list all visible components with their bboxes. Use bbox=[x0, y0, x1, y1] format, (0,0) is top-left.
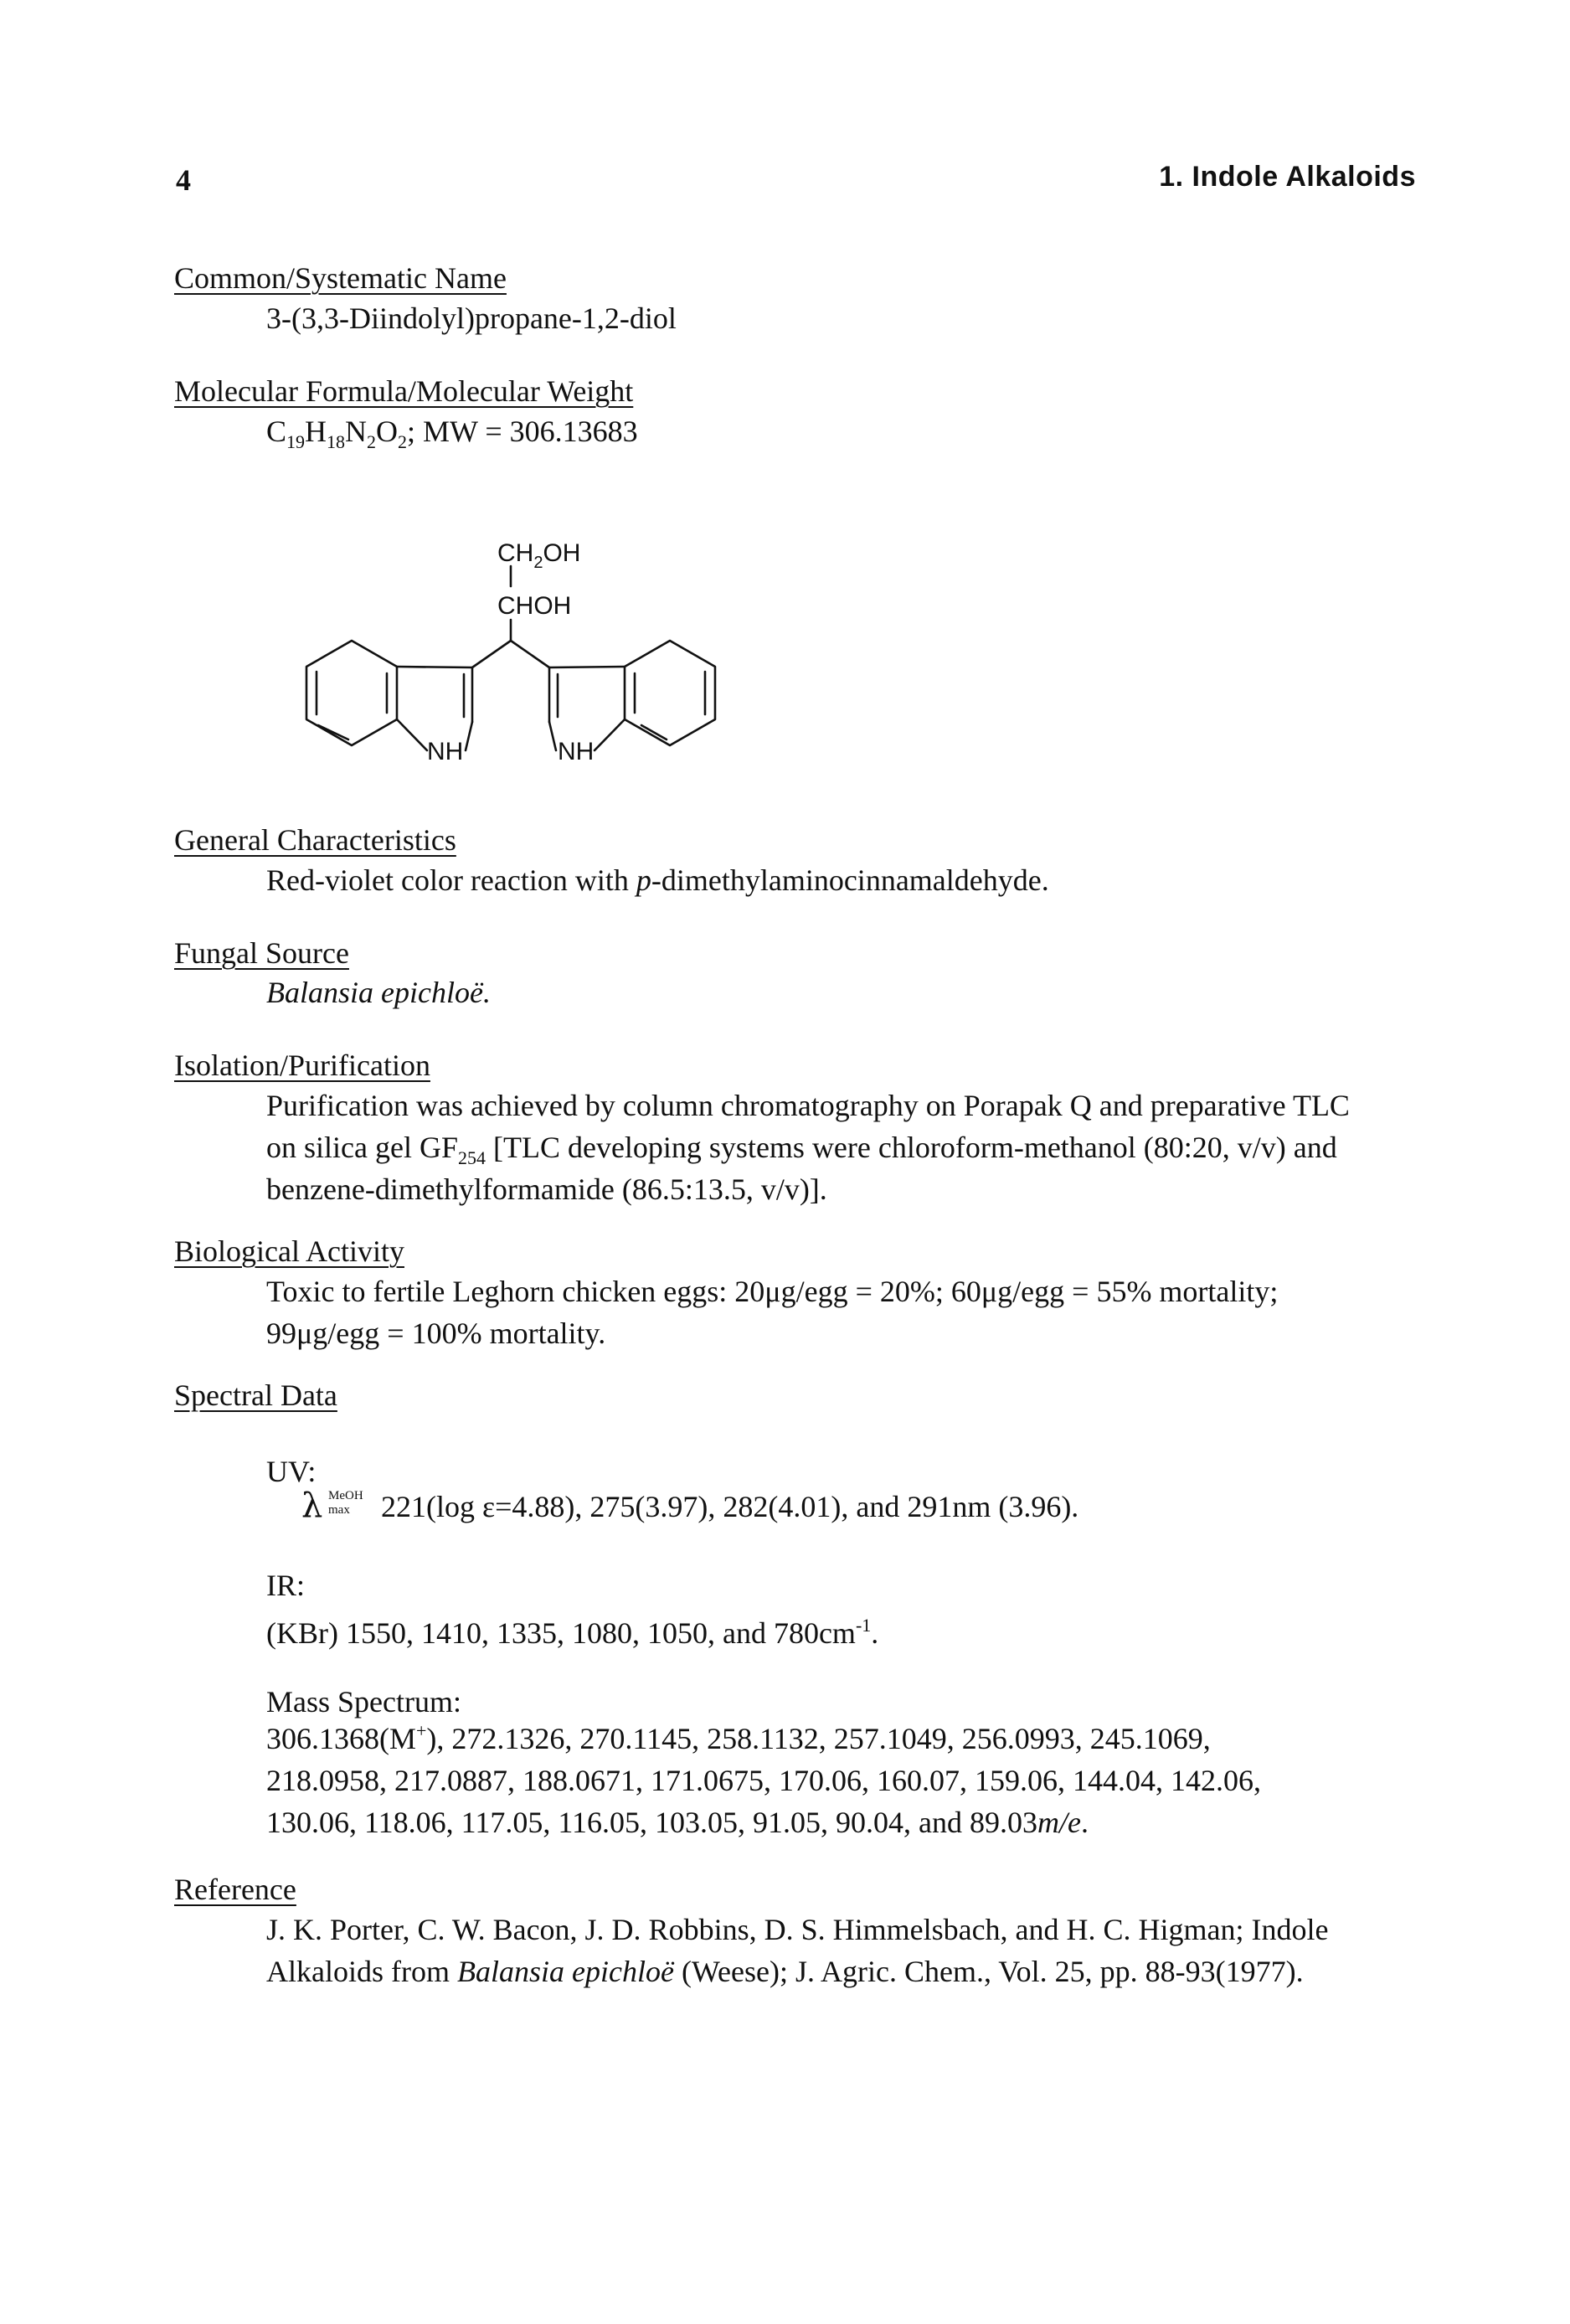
running-head: 1. Indole Alkaloids bbox=[1159, 161, 1416, 193]
heading-general-characteristics: General Characteristics bbox=[174, 823, 456, 857]
label-ch2oh: $CH_2OH$ bbox=[497, 539, 581, 572]
label-nh-left: NH bbox=[427, 738, 464, 765]
reference-line-1: J. K. Porter, C. W. Bacon, J. D. Robbins, D. S. Himmelsbach, and H. C. Higman; Indole bbox=[266, 1913, 1329, 1946]
heading-fungal-source: Fungal Source bbox=[174, 936, 349, 970]
heading-reference: Reference bbox=[174, 1873, 296, 1906]
lambda-symbol: λ bbox=[301, 1487, 323, 1525]
ir-label: IR: bbox=[266, 1569, 306, 1602]
ir-values: (KBr) 1550, 1410, 1335, 1080, 1050, and $780cm^{-1}$. bbox=[266, 1615, 879, 1650]
fungal-source-value: Balansia epichloë. bbox=[266, 976, 491, 1009]
ms-line-1: 306.1368(M+), 272.1326, 270.1145, 258.1132, 257.1049, 256.0993, 245.1069, bbox=[266, 1720, 1211, 1755]
bio-line-2: 99μg/egg = 100% mortality. bbox=[266, 1317, 606, 1350]
heading-biological-activity: Biological Activity bbox=[174, 1234, 404, 1268]
general-characteristics-text: Red-violet color reaction with p-dimethylaminocinnamaldehyde. bbox=[266, 863, 1049, 897]
compound-name: 3-(3,3-Diindolyl)propane-1,2-diol bbox=[266, 301, 677, 335]
ms-line-3: 130.06, 118.06, 117.05, 116.05, 103.05, 91.05, 90.04, and 89.03m/e. bbox=[266, 1806, 1089, 1839]
isolation-line-3: benzene-dimethylformamide (86.5:13.5, v/v)]. bbox=[266, 1172, 827, 1206]
bio-line-1: Toxic to fertile Leghorn chicken eggs: 20μg/egg = 20%; 60μg/egg = 55% mortality; bbox=[266, 1275, 1279, 1308]
ms-line-2: 218.0958, 217.0887, 188.0671, 171.0675, 170.06, 160.07, 159.06, 144.04, 142.06, bbox=[266, 1764, 1261, 1797]
heading-common-name: Common/Systematic Name bbox=[174, 261, 507, 295]
chemical-structure-diagram bbox=[293, 494, 795, 783]
heading-molecular-formula: Molecular Formula/Molecular Weight bbox=[174, 374, 634, 408]
label-choh: CHOH bbox=[497, 592, 572, 620]
page-number: 4 bbox=[176, 163, 191, 197]
molecular-formula: $C_{19}H_{18}N_2O_2$; MW = 306.13683 bbox=[266, 415, 638, 452]
uv-label: UV: bbox=[266, 1455, 317, 1488]
heading-spectral-data: Spectral Data bbox=[174, 1378, 337, 1412]
heading-isolation-purification: Isolation/Purification bbox=[174, 1049, 430, 1082]
isolation-line-1: Purification was achieved by column chromatography on Porapak Q and preparative TLC bbox=[266, 1089, 1350, 1122]
uv-values: 221(log ε=4.88), 275(3.97), 282(4.01), and 291nm (3.96). bbox=[381, 1490, 1079, 1523]
label-nh-right: NH bbox=[558, 738, 595, 765]
isolation-line-2: on silica gel $GF_{254}$ [TLC developing systems were chloroform-methanol (80:20, v/v) and bbox=[266, 1131, 1337, 1168]
uv-solvent: MeOH bbox=[328, 1489, 363, 1502]
uv-max: max bbox=[328, 1503, 350, 1517]
mass-spectrum-label: Mass Spectrum: bbox=[266, 1685, 461, 1719]
reference-line-2: Alkaloids from Balansia epichloë (Weese); J. Agric. Chem., Vol. 25, pp. 88-93(1977). bbox=[266, 1955, 1304, 1988]
